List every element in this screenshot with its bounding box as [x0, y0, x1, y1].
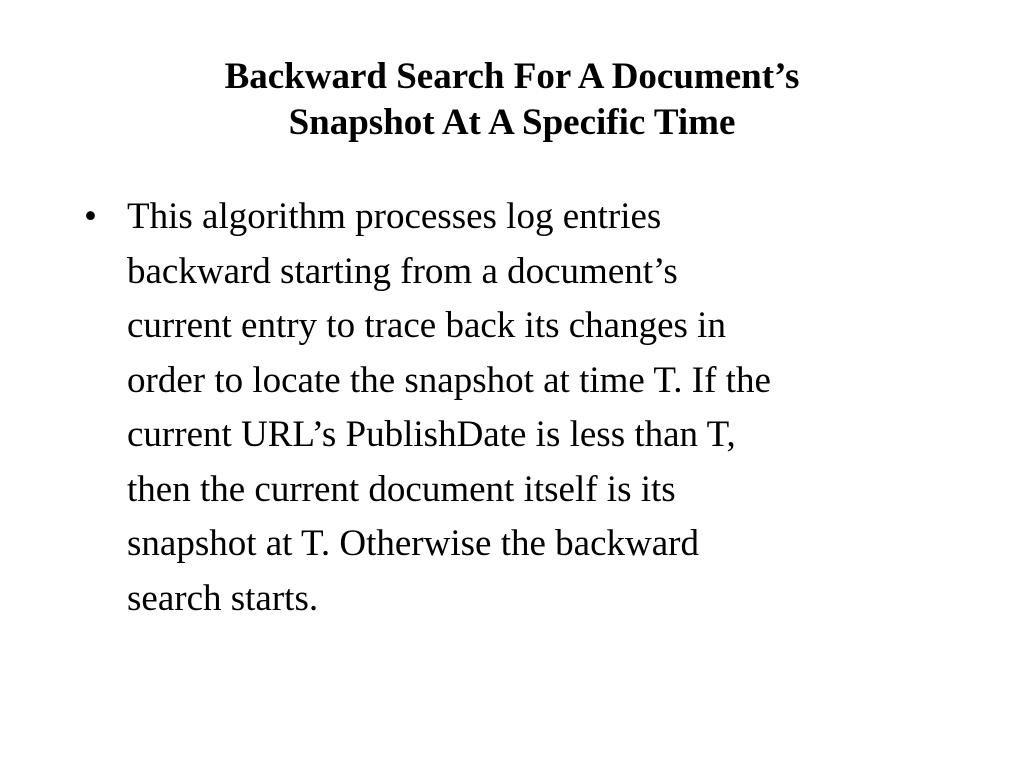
bullet-item [84, 190, 964, 626]
bullet-list [84, 190, 964, 626]
bullet-text-line-2: backward starting from a document’s [127, 250, 678, 292]
bullet-text-line-8: search starts. [127, 577, 319, 619]
bullet-text-line-4: order to locate the snapshot at time T. If the [127, 359, 771, 401]
bullet-text-line-6: then the current document itself is its [127, 468, 676, 510]
slide-title-line-1: Backward Search For A Document’s [224, 56, 800, 97]
slide-title-line-2: Snapshot At A Specific Time [288, 102, 736, 143]
bullet-text-line-3: current entry to trace back its changes in [127, 305, 726, 346]
bullet-text-line-7: snapshot at T. Otherwise the backward [127, 523, 699, 564]
bullet-marker: • [84, 196, 97, 237]
bullet-text-line-1: This algorithm processes log entries [127, 196, 662, 237]
slide-title [100, 54, 924, 146]
bullet-text-line-5: current URL’s PublishDate is less than T, [127, 414, 736, 455]
